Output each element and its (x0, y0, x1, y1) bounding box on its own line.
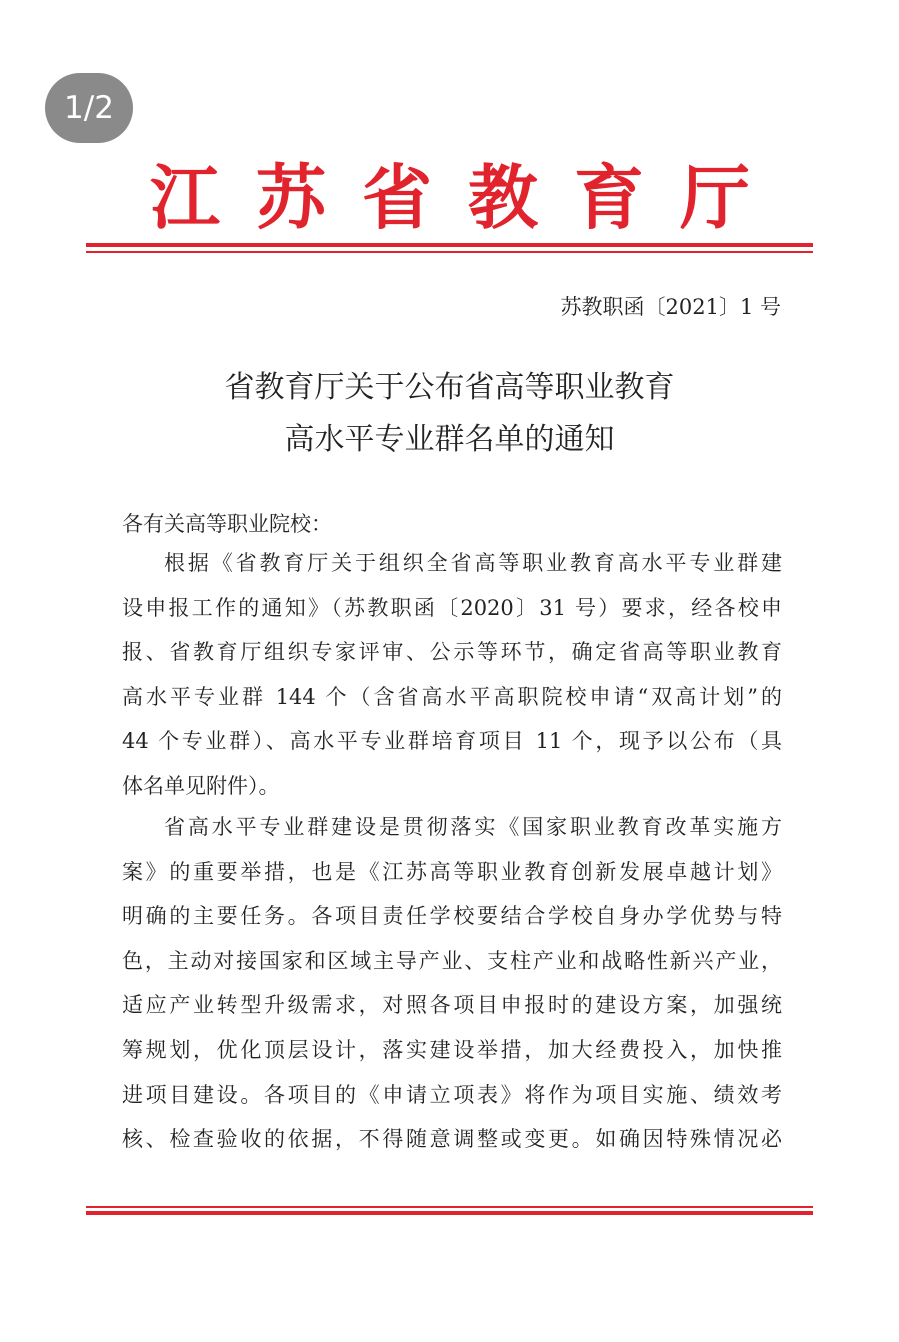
paragraph-line: 高水平专业群 144 个（含省高水平高职院校申请“双高计划”的 (122, 684, 782, 709)
document-number: 苏教职函〔2021〕1 号 (560, 295, 781, 319)
letterhead-char: 教 (468, 156, 538, 239)
letterhead-char: 厅 (680, 156, 750, 239)
paragraph-line: 设申报工作的通知》（苏教职函〔2020〕31 号）要求，经各校申 (122, 595, 782, 620)
paragraph-line: 报、省教育厅组织专家评审、公示等环节，确定省高等职业教育 (122, 640, 782, 665)
letterhead-char: 省 (362, 156, 432, 239)
paragraph-line: 进项目建设。各项目的《申请立项表》将作为项目实施、绩效考 (122, 1082, 782, 1107)
document-title (0, 362, 899, 466)
letterhead-char: 育 (574, 156, 644, 239)
footer-rule-thick (86, 1211, 813, 1215)
paragraph-1 (122, 541, 782, 809)
paragraph-line: 案》的重要举措，也是《江苏高等职业教育创新发展卓越计划》 (122, 859, 782, 884)
footer-rule-thin (86, 1206, 813, 1208)
letterhead-char: 江 (150, 156, 220, 239)
paragraph-line: 省高水平专业群建设是贯彻落实《国家职业教育改革实施方 (164, 815, 782, 839)
letterhead-rule-thin (86, 251, 813, 253)
letterhead-rule-thick (86, 243, 813, 247)
page-indicator: 1/2 (45, 73, 133, 143)
paragraph-line: 明确的主要任务。各项目责任学校要结合学校自身办学优势与特 (122, 904, 782, 929)
paragraph-line: 44 个专业群）、高水平专业群培育项目 11 个，现予以公布（具 (122, 729, 782, 754)
salutation: 各有关高等职业院校： (122, 512, 332, 536)
paragraph-line: 核、检查验收的依据，不得随意调整或变更。如确因特殊情况必 (122, 1127, 782, 1152)
paragraph-line: 体名单见附件）。 (122, 773, 280, 798)
letterhead-char: 苏 (256, 156, 326, 239)
paragraph-line: 色，主动对接国家和区域主导产业、支柱产业和战略性新兴产业， (122, 948, 782, 973)
title-line: 省教育厅关于公布省高等职业教育 (224, 370, 675, 405)
paragraph-line: 筹规划，优化顶层设计，落实建设举措，加大经费投入，加快推 (122, 1037, 782, 1062)
title-line: 高水平专业群名单的通知 (284, 422, 615, 457)
paragraph-2 (122, 805, 782, 1162)
letterhead-issuer (150, 158, 750, 238)
paragraph-line: 根据《省教育厅关于组织全省高等职业教育高水平专业群建 (164, 551, 782, 575)
paragraph-line: 适应产业转型升级需求，对照各项目申报时的建设方案，加强统 (122, 993, 782, 1018)
